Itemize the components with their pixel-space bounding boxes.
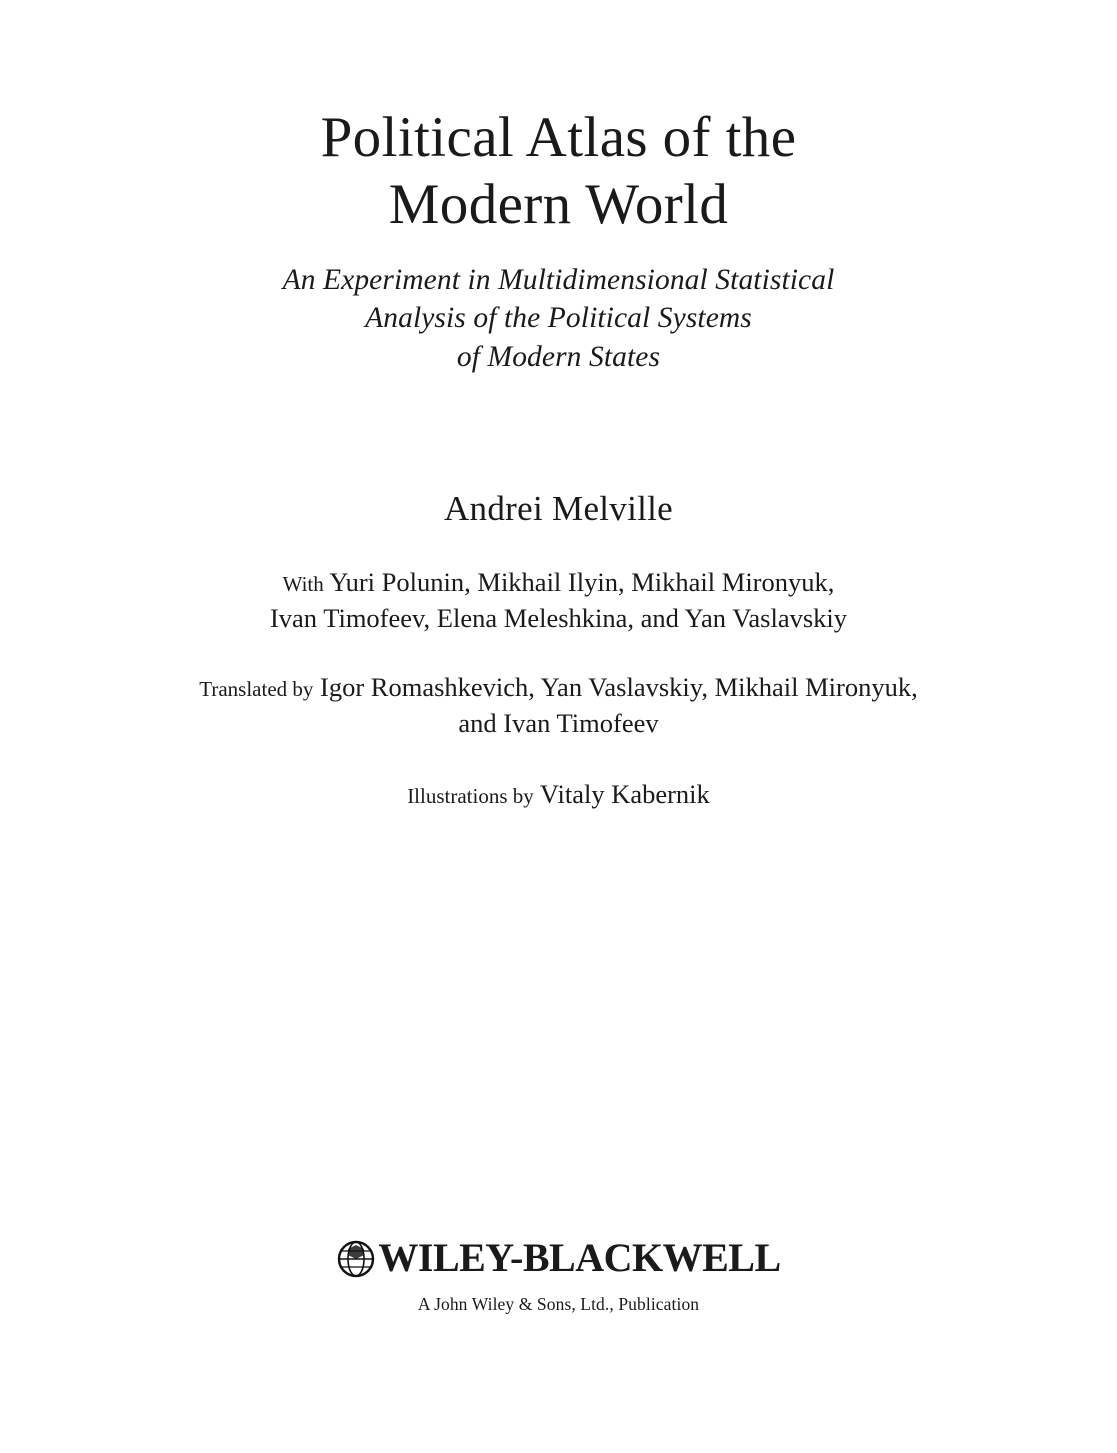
publisher-block (0, 1236, 1117, 1315)
publisher-imprint: A John Wiley & Sons, Ltd., Publication (417, 1294, 700, 1314)
page-subtitle-line-1: An Experiment in Multidimensional Statistical (282, 263, 835, 296)
contributors-line-1 (0, 565, 1117, 601)
contributors-line-2: Ivan Timofeev, Elena Meleshkina, and Yan Vaslavskiy (269, 603, 848, 634)
illustrations-credit (0, 777, 1117, 813)
translators-line-1 (0, 670, 1117, 706)
page-subtitle (0, 261, 1117, 378)
publisher-logo-text: WILEY-BLACKWELL (378, 1234, 781, 1280)
contributors (0, 565, 1117, 637)
author-block (0, 489, 1117, 813)
publisher-logo (0, 1236, 1117, 1282)
title-block (0, 104, 1117, 377)
page-title (0, 104, 1117, 239)
translators-line-2: and Ivan Timofeev (458, 707, 659, 738)
illustrator-name: Vitaly Kabernik (539, 779, 710, 810)
translators (0, 670, 1117, 742)
illustrations-lead: Illustrations by (407, 784, 534, 809)
translators-lead: Translated by (199, 676, 314, 701)
wiley-globe-icon (336, 1239, 376, 1279)
author-name: Andrei Melville (443, 489, 674, 529)
page-subtitle-line-2: Analysis of the Political Systems (365, 302, 752, 335)
page-title-line-1: Political Atlas of the (320, 106, 797, 169)
contributors-names-1: Yuri Polunin, Mikhail Ilyin, Mikhail Mironyuk, (329, 567, 835, 598)
contributors-lead: With (282, 572, 324, 597)
page-title-line-2: Modern World (388, 173, 729, 237)
page-subtitle-line-3: of Modern States (456, 341, 661, 374)
translators-names-1: Igor Romashkevich, Yan Vaslavskiy, Mikhail Mironyuk, (320, 671, 918, 702)
